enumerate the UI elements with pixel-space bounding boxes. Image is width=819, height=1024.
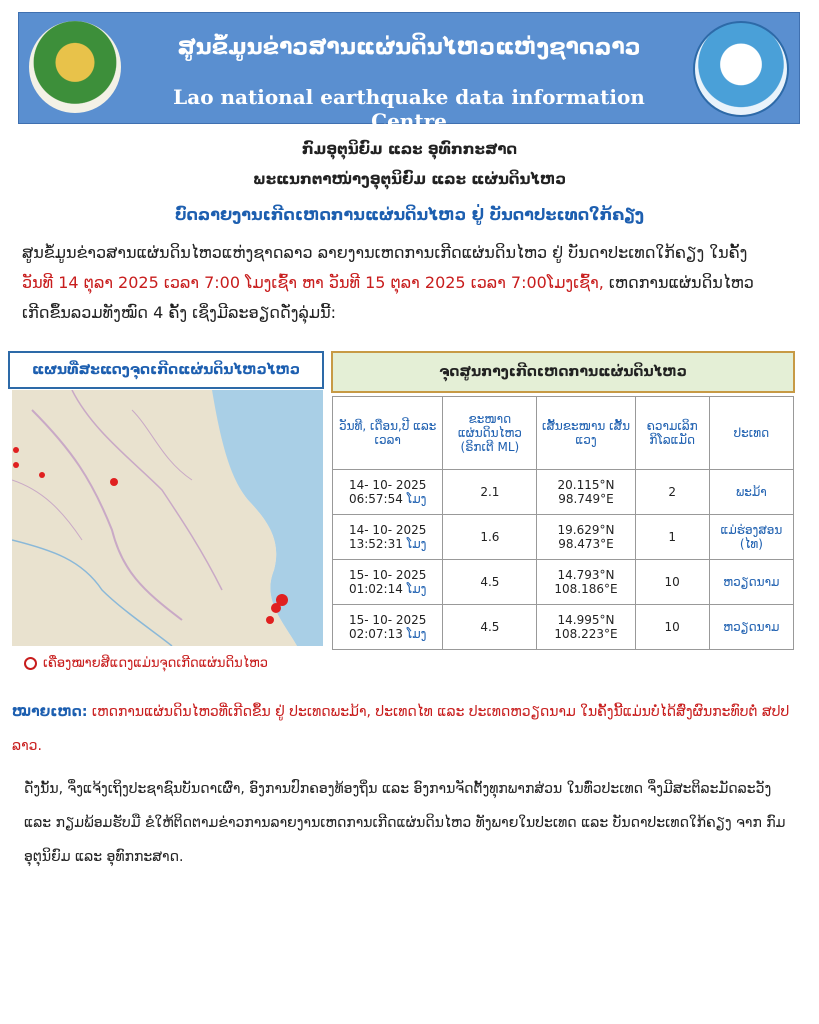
- note-label: ໝາຍເຫດ:: [12, 704, 88, 720]
- earthquake-table: [332, 396, 794, 650]
- advice-paragraph: ດັ່ງນັ້ນ, ຈຶ່ງແຈ້ງເຖິງປະຊາຊົນບັນດາເຜົ່າ, ອົງການປົກຄອງທ້ອງຖິ່ນ ແລະ ອົງການຈັດຕັ້ງທຸກພາກສ່ວນ ໃນທົ່ວປະເທດ ຈຶ່ງມີສະຕິລະມັດລະວັງ ແລະ ກຽມພ້ອມຮັບມື ຂໍໃຫ້ຕິດຕາມຂ່າວການລາຍງານເຫດການເກີດແຜ່ນດິນໄຫວ ທັງພາຍໃນປະເທດ ແລະ ບັນດາປະເທດໃກ້ຄຽງ ຈາກ ກົມອຸຕຸນິຍົມ ແລະ ອຸທົກກະສາດ.: [24, 781, 786, 865]
- header-title-en: Lao national earthquake data information Centre: [173, 85, 645, 133]
- table-row: [333, 515, 794, 560]
- cell-datetime: 14- 10- 2025 06:57:54 ໂມງ: [333, 470, 443, 515]
- division-name: ພະແນກຕາໜ່າງອຸຕຸນິຍົມ ແລະ ແຜ່ນດິນໄຫວ: [252, 170, 567, 188]
- department-logo: [693, 21, 789, 117]
- header-country: ປະເທດ: [709, 397, 793, 470]
- epicenter-marker: [13, 462, 19, 468]
- note-text: ເຫດການແຜ່ນດິນໄຫວທີ່ເກີດຂຶ້ນ ຢູ່ ປະເທດພະມ້າ, ປະເທດໄທ ແລະ ປະເທດຫວຽດນາມ ໃນຄັ້ງນີ້ແມ່ນບໍ່ໄດ້ສົ່ງຜົນກະທົບຕໍ່ ສປປ ລາວ.: [12, 704, 790, 754]
- cell-depth: 2: [635, 470, 709, 515]
- intro-count-text: ເຫດການແຜ່ນດິນໄຫວເກີດຂຶ້ນລວມທັງໝົດ 4 ຄັ້ງ ເຊິ່ງມີລະອຽດດັ່ງລຸ່ມນີ້:: [22, 273, 754, 322]
- intro-text: ສູນຂໍ້ມູນຂ່າວສານແຜ່ນດິນໄຫວແຫ່ງຊາດລາວ ລາຍງານເຫດການເກີດແຜ່ນດິນໄຫວ ຢູ່ ບັນດາປະເທດໃກ້ຄຽງ ໃນຄັ້ງ: [22, 243, 748, 262]
- header-depth: ຄວາມເລິກ ກິໂລແມັດ: [635, 397, 709, 470]
- cell-depth: 10: [635, 605, 709, 650]
- epicenter-marker: [271, 603, 281, 613]
- legend-text: ເຄື່ອງໝາຍສີແດງແມ່ນຈຸດເກີດແຜ່ນດິນໄຫວ: [43, 656, 268, 671]
- table-title: ຈຸດສູນກາງເກີດເຫດການແຜ່ນດິນໄຫວ: [331, 351, 795, 393]
- note-paragraph: [12, 695, 802, 763]
- epicenter-marker: [110, 478, 118, 486]
- map-graphic: [12, 390, 323, 646]
- cell-datetime: 15- 10- 2025 02:07:13 ໂມງ: [333, 605, 443, 650]
- cell-datetime: 15- 10- 2025 01:02:14 ໂມງ: [333, 560, 443, 605]
- cell-country: ຫວຽດນາມ: [709, 560, 793, 605]
- map-title: ແຜນທີ່ສະແດງຈຸດເກີດແຜ່ນດິນໄຫວໄຫວ: [8, 351, 324, 389]
- header-coordinates: ເສັ້ນຂະໜານ ເສັ້ນແວງ: [537, 397, 635, 470]
- cell-coordinates: 20.115°N 98.749°E: [537, 470, 635, 515]
- header-datetime: ວັນທີ, ເດືອນ,ປີ ແລະ ເວລາ: [333, 397, 443, 470]
- cell-datetime: 14- 10- 2025 13:52:31 ໂມງ: [333, 515, 443, 560]
- table-row: [333, 470, 794, 515]
- cell-magnitude: 4.5: [443, 560, 537, 605]
- table-row: [333, 560, 794, 605]
- cell-coordinates: 14.995°N 108.223°E: [537, 605, 635, 650]
- epicenter-marker: [39, 472, 45, 478]
- table-row: [333, 605, 794, 650]
- header-banner: [18, 12, 800, 133]
- cell-coordinates: 19.629°N 98.473°E: [537, 515, 635, 560]
- red-circle-icon: [24, 657, 37, 670]
- lao-emblem-logo: [29, 21, 121, 113]
- cell-magnitude: 2.1: [443, 470, 537, 515]
- epicenter-marker: [13, 447, 19, 453]
- report-period: ວັນທີ 14 ຕຸລາ 2025 ເວລາ 7:00 ໂມງເຊົ້າ ຫາ ວັນທີ 15 ຕຸລາ 2025 ເວລາ 7:00ໂມງເຊົ້າ,: [22, 273, 604, 292]
- cell-country: ແມ່ຮ່ອງສອນ (ໄທ): [709, 515, 793, 560]
- cell-magnitude: 1.6: [443, 515, 537, 560]
- header-title-lao: ສູນຂໍ້ມູນຂ່າວສານແຜ່ນດິນໄຫວແຫ່ງຊາດລາວ: [177, 35, 641, 60]
- table-header-row: [333, 397, 794, 470]
- cell-depth: 10: [635, 560, 709, 605]
- map-legend: [24, 656, 268, 671]
- cell-country: ຫວຽດນາມ: [709, 605, 793, 650]
- ministry-name: ກົມອຸຕຸນິຍົມ ແລະ ອຸທົກກະສາດ: [301, 140, 518, 158]
- header-magnitude: ຂະໜາດແຜ່ນດິນໄຫວ (ຣິກເຕີ ML): [443, 397, 537, 470]
- epicenter-marker: [266, 616, 274, 624]
- report-title: ບົດລາຍງານເກີດເຫດການແຜ່ນດິນໄຫວ ຢູ່ ບັນດາປະເທດໃກ້ຄຽງ: [174, 205, 645, 224]
- cell-country: ພະມ້າ: [709, 470, 793, 515]
- intro-paragraph: [22, 238, 800, 328]
- cell-magnitude: 4.5: [443, 605, 537, 650]
- cell-coordinates: 14.793°N 108.186°E: [537, 560, 635, 605]
- epicenter-map: [12, 390, 323, 646]
- cell-depth: 1: [635, 515, 709, 560]
